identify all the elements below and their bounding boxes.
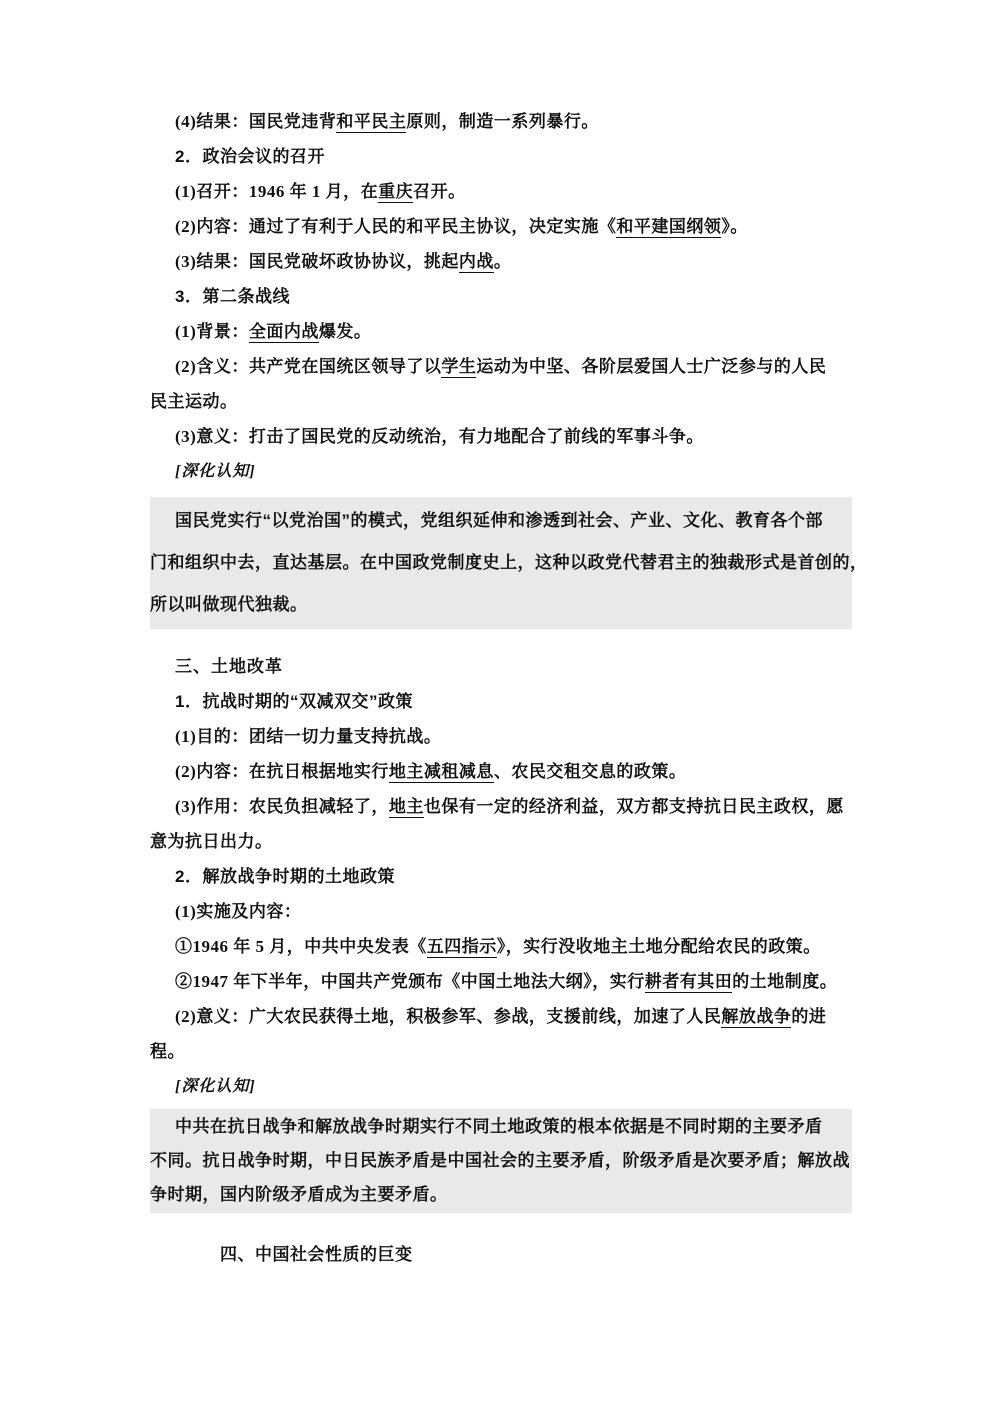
- text-line: [150, 174, 855, 209]
- text-segment: (2)含义：共产党在国统区领导了以: [175, 357, 442, 376]
- underlined-term: 地主减租减息: [388, 762, 494, 781]
- underlined-term: 地主: [388, 797, 424, 816]
- text-segment: 2．解放战争时期的土地政策: [175, 867, 395, 886]
- underlined-term: 全面内战: [248, 322, 319, 341]
- text-segment: (1)实施及内容：: [175, 902, 302, 921]
- text-segment: 门和组织中去，直达基层。在中国政党制度史上，这种以政党代替君主的独裁形式是首创的，: [150, 553, 868, 572]
- text-segment: [深化认知]: [175, 463, 256, 480]
- text-line: [150, 419, 855, 454]
- text-segment: 国民党实行“以党治国”的模式，党组织延伸和渗透到社会、产业、文化、教育各个部: [175, 511, 823, 530]
- text-segment: 的土地制度。: [732, 972, 838, 991]
- text-segment: 原则，制造一系列暴行。: [406, 112, 599, 131]
- text-segment: 意为抗日出力。: [150, 832, 273, 851]
- text-line: [150, 384, 855, 419]
- text-line: [150, 789, 855, 824]
- text-segment: 2．政治会议的召开: [175, 147, 325, 166]
- text-segment: 中共在抗日战争和解放战争时期实行不同土地政策的根本依据是不同时期的主要矛盾: [175, 1117, 823, 1136]
- underlined-term: 和平民主: [336, 112, 407, 131]
- text-segment: 》，实行没收地主土地分配给农民的政策。: [496, 937, 821, 956]
- underlined-term: 五四指示: [426, 937, 497, 956]
- heading-line: [150, 1237, 855, 1272]
- text-line: [150, 314, 855, 349]
- text-segment: 三、土地改革: [175, 657, 283, 676]
- text-line: [150, 999, 855, 1034]
- text-segment: 民主运动。: [150, 392, 238, 411]
- callout-label: [150, 1069, 855, 1104]
- underlined-term: 内战: [458, 252, 494, 271]
- heading-line: [150, 139, 855, 174]
- underlined-term: 耕者有其田: [644, 972, 733, 991]
- box-line: [150, 500, 852, 542]
- text-segment: 的进: [791, 1007, 827, 1026]
- callout-label: [150, 454, 855, 489]
- underlined-term: 和平建国纲领: [616, 217, 722, 236]
- text-segment: (1)召开：1946 年 1 月，在: [175, 182, 379, 201]
- heading-line: [150, 649, 855, 684]
- box-line: [150, 584, 852, 626]
- text-segment: (3)作用：农民负担减轻了，: [175, 797, 389, 816]
- text-line: [150, 929, 855, 964]
- text-segment: 。: [493, 252, 512, 271]
- text-segment: 四、中国社会性质的巨变: [220, 1245, 413, 1264]
- text-segment: (4)结果：国民党违背: [175, 112, 337, 131]
- text-segment: 召开。: [413, 182, 466, 201]
- underlined-term: 解放战争: [721, 1007, 792, 1026]
- box-line: [150, 1178, 852, 1212]
- text-line: [150, 964, 855, 999]
- text-segment: 》。: [721, 217, 748, 236]
- text-segment: 1．抗战时期的“双减双交”政策: [175, 692, 413, 711]
- text-line: [150, 824, 855, 859]
- text-segment: 爆发。: [318, 322, 372, 341]
- heading-line: [150, 859, 855, 894]
- document-body: [150, 0, 868, 1272]
- text-line: [150, 719, 855, 754]
- text-segment: ①1946 年 5 月，中共中央发表《: [175, 937, 427, 956]
- text-segment: ②1947 年下半年，中国共产党颁布《中国土地法大纲》，实行: [175, 972, 645, 991]
- text-segment: (2)内容：在抗日根据地实行: [175, 762, 389, 781]
- text-segment: 所以叫做现代独裁。: [150, 595, 308, 614]
- text-segment: (1)目的：团结一切力量支持抗战。: [175, 727, 442, 746]
- text-segment: 3．第二条战线: [175, 287, 290, 306]
- text-line: [150, 754, 855, 789]
- box-line: [150, 542, 868, 584]
- text-line: [150, 1034, 855, 1069]
- highlight-box: [150, 497, 868, 629]
- text-segment: [深化认知]: [175, 1078, 256, 1095]
- underlined-term: 学生: [441, 357, 477, 376]
- box-line: [150, 1110, 852, 1144]
- text-segment: 不同。抗日战争时期，中日民族矛盾是中国社会的主要矛盾，阶级矛盾是次要矛盾；解放战: [150, 1151, 850, 1170]
- text-segment: (2)意义：广大农民获得土地，积极参军、参战，支援前线，加速了人民: [175, 1007, 722, 1026]
- text-line: [150, 894, 855, 929]
- highlight-box: [150, 1109, 852, 1213]
- text-segment: 程。: [150, 1042, 185, 1061]
- text-line: [150, 209, 855, 244]
- text-segment: 也保有一定的经济利益，双方都支持抗日民主政权，愿: [423, 797, 844, 816]
- text-segment: 运动为中坚、各阶层爱国人士广泛参与的人民: [476, 357, 827, 376]
- box-line: [150, 1144, 852, 1178]
- text-segment: 争时期，国内阶级矛盾成为主要矛盾。: [150, 1185, 448, 1204]
- underlined-term: 重庆: [378, 182, 414, 201]
- text-line: [150, 349, 855, 384]
- text-line: [150, 244, 855, 279]
- text-segment: (3)结果：国民党破坏政协协议，挑起: [175, 252, 459, 271]
- heading-line: [150, 684, 855, 719]
- text-segment: 、农民交租交息的政策。: [493, 762, 687, 781]
- heading-line: [150, 279, 855, 314]
- text-line: [150, 104, 855, 139]
- text-segment: (3)意义：打击了国民党的反动统治，有力地配合了前线的军事斗争。: [175, 427, 704, 446]
- text-segment: (1)背景：: [175, 322, 249, 341]
- text-segment: (2)内容：通过了有利于人民的和平民主协议，决定实施《: [175, 217, 617, 236]
